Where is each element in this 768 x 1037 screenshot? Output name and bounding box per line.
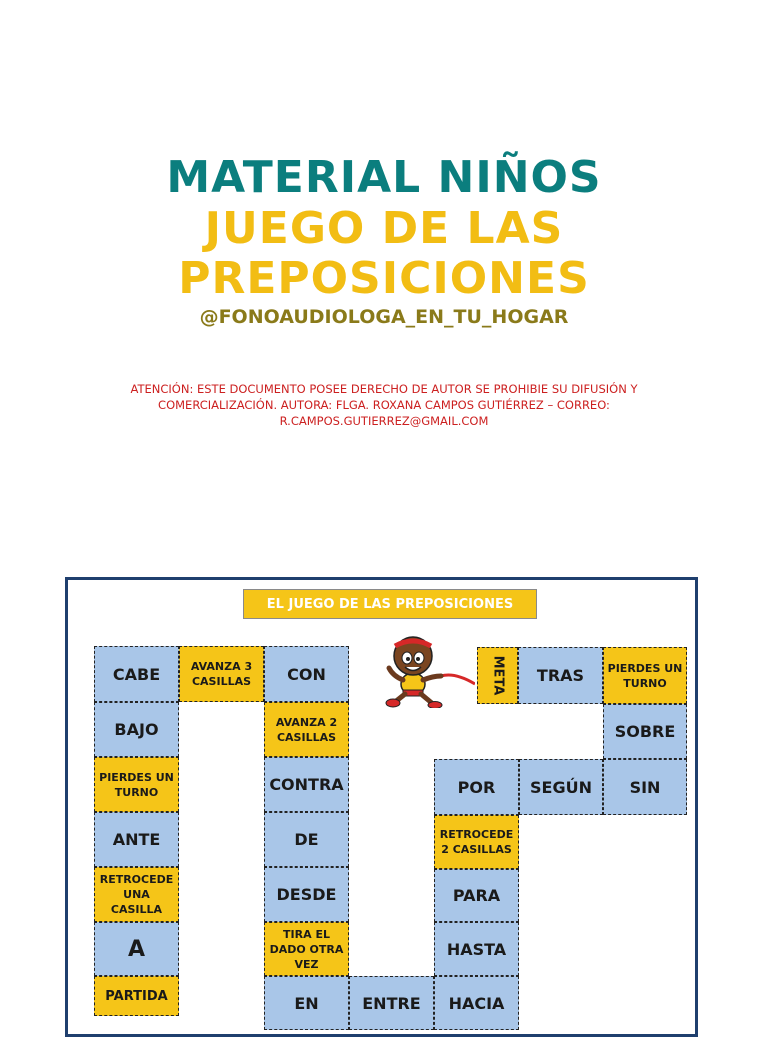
title-line-2: JUEGO DE LAS (204, 203, 564, 254)
copyright-notice (130, 381, 638, 429)
notice-line-1: ATENCIÓN: ESTE DOCUMENTO POSEE DERECHO DE AUTOR SE PROHIBIE SU DIFUSIÓN Y (130, 382, 638, 396)
cell-a: A (94, 922, 179, 976)
cell-tira-dado: TIRA EL DADO OTRA VEZ (264, 922, 349, 976)
cell-avanza-3: AVANZA 3 CASILLAS (179, 646, 264, 702)
notice-line-2: COMERCIALIZACIÓN. AUTORA: FLGA. ROXANA CAMPOS GUTIÉRREZ – CORREO: (158, 398, 610, 412)
meta-label: META (490, 655, 505, 696)
cell-en: EN (264, 976, 349, 1030)
notice-line-3: R.CAMPOS.GUTIERREZ@GMAIL.COM (279, 414, 489, 428)
cell-hacia: HACIA (434, 976, 519, 1030)
title-line-3: PREPOSICIONES (178, 253, 590, 304)
cell-con: CON (264, 646, 349, 702)
cell-partida: PARTIDA (94, 976, 179, 1016)
board-title: EL JUEGO DE LAS PREPOSICIONES (243, 589, 537, 619)
cell-cabe: CABE (94, 646, 179, 702)
cell-para: PARA (434, 869, 519, 922)
cell-ante: ANTE (94, 812, 179, 867)
cell-pierdes-turno-left: PIERDES UN TURNO (94, 757, 179, 812)
cell-hasta: HASTA (434, 922, 519, 976)
cell-meta (477, 647, 518, 704)
title-juego (0, 204, 768, 304)
cell-de: DE (264, 812, 349, 867)
cell-desde: DESDE (264, 867, 349, 922)
cell-retrocede-una: RETROCEDE UNA CASILLA (94, 867, 179, 922)
cell-sin: SIN (603, 759, 687, 815)
cell-tras: TRAS (518, 647, 603, 704)
cell-retrocede-2: RETROCEDE 2 CASILLAS (434, 815, 519, 869)
runner-mascot-icon (383, 632, 475, 708)
title-material-ninos: MATERIAL NIÑOS (166, 152, 602, 203)
cell-bajo: BAJO (94, 702, 179, 757)
cell-contra: CONTRA (264, 757, 349, 812)
cell-pierdes-turno-top: PIERDES UN TURNO (603, 647, 687, 704)
cell-segun: SEGÚN (519, 759, 603, 815)
cell-por: POR (434, 759, 519, 815)
cell-sobre: SOBRE (603, 704, 687, 759)
social-handle: @FONOAUDIOLOGA_EN_TU_HOGAR (199, 306, 569, 328)
cell-entre: ENTRE (349, 976, 434, 1030)
cell-avanza-2: AVANZA 2 CASILLAS (264, 702, 349, 757)
